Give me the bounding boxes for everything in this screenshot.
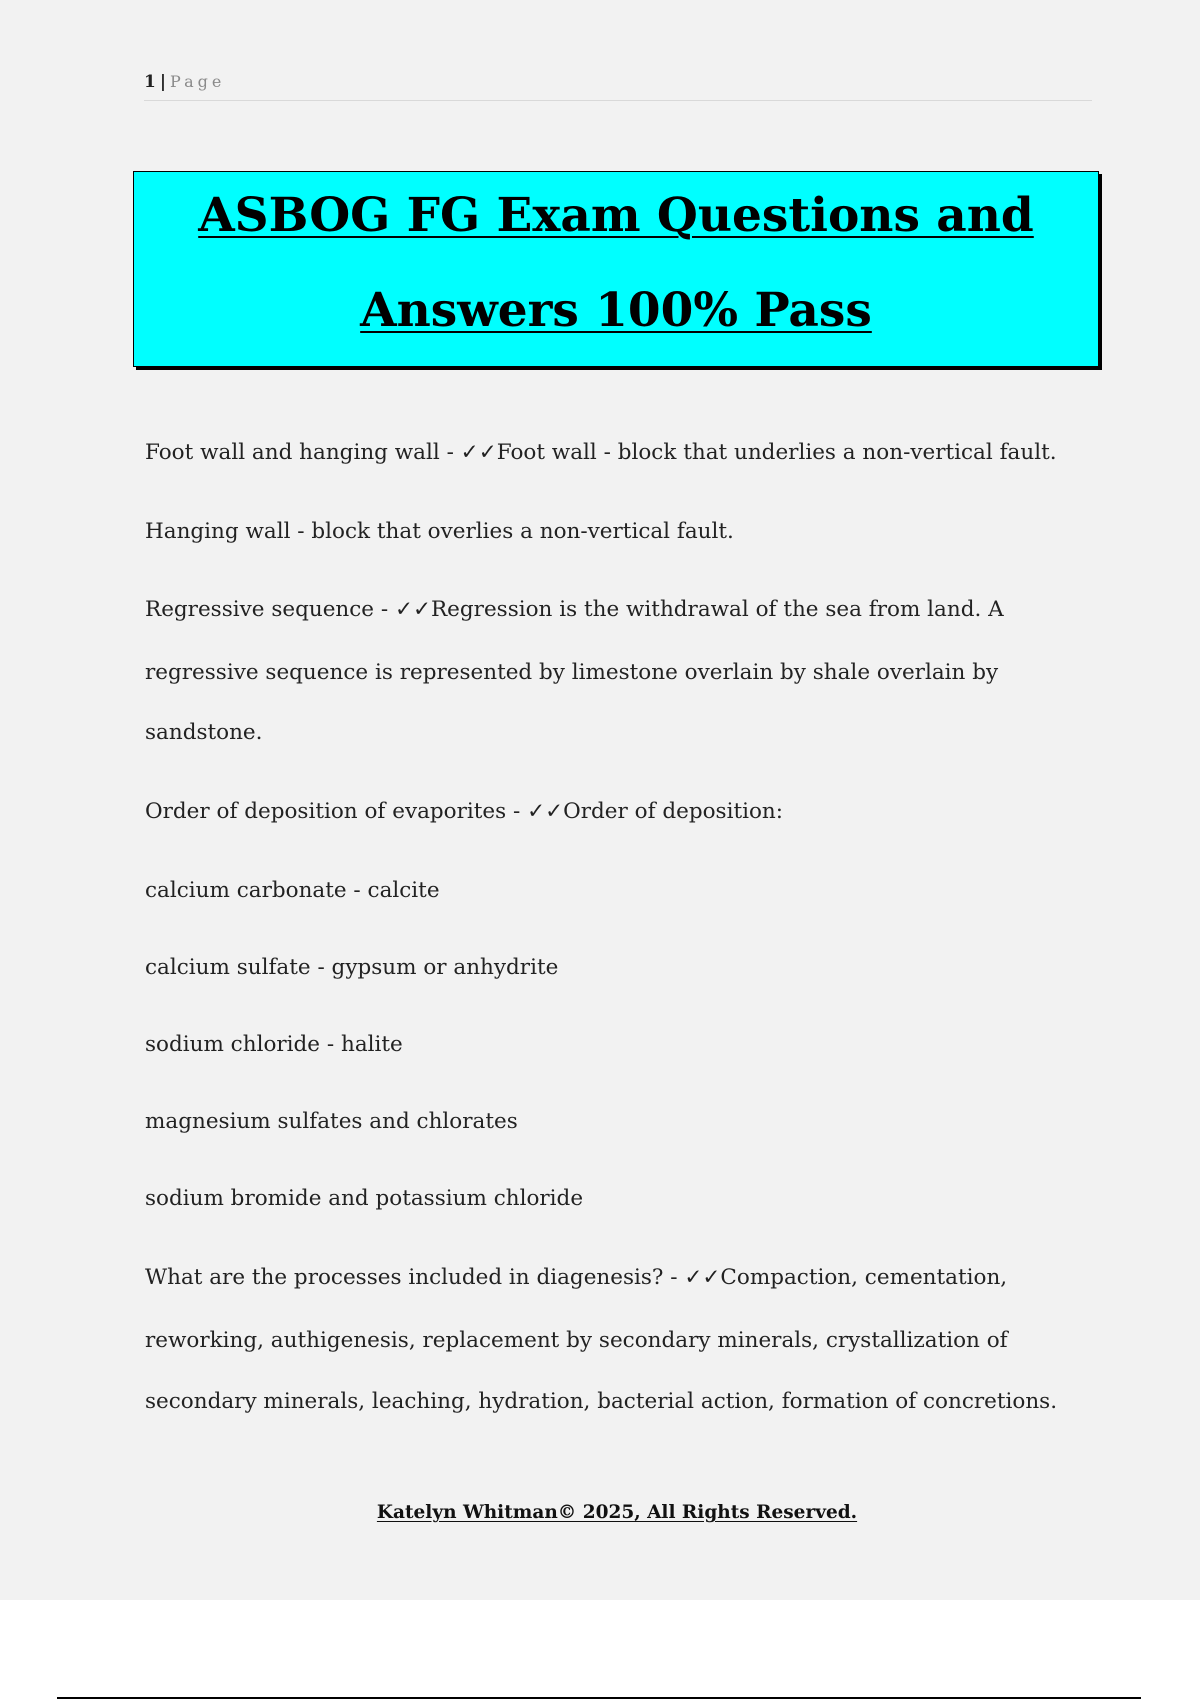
title-box xyxy=(133,171,1099,367)
title-line-2-text: Answers 100% Pass xyxy=(360,283,872,338)
title-line-2 xyxy=(134,263,1098,358)
body-line: sandstone. xyxy=(145,720,263,745)
body-line: Foot wall and hanging wall - ✓✓Foot wall - block that underlies a non-vertical fault. xyxy=(145,440,1057,465)
page-separator: | xyxy=(159,72,167,92)
page-header xyxy=(144,72,1092,101)
title-line-1 xyxy=(134,168,1098,263)
body-line: sodium chloride - halite xyxy=(145,1032,403,1057)
page-number: 1 xyxy=(144,72,156,92)
body-line: regressive sequence is represented by limestone overlain by shale overlain by xyxy=(145,660,999,685)
page-label: Page xyxy=(170,72,226,91)
copyright-text: Katelyn Whitman© 2025, All Rights Reserved. xyxy=(376,1502,858,1523)
body-line: Hanging wall - block that overlies a non-vertical fault. xyxy=(145,519,734,544)
body-line: reworking, authigenesis, replacement by secondary minerals, crystallization of xyxy=(145,1328,1008,1353)
body-line: magnesium sulfates and chlorates xyxy=(145,1109,518,1134)
body-line: secondary minerals, leaching, hydration, bacterial action, formation of concretions. xyxy=(145,1389,1058,1414)
body-line: Order of deposition of evaporites - ✓✓Order of deposition: xyxy=(145,799,784,824)
title-line-1-text: ASBOG FG Exam Questions and xyxy=(198,188,1034,243)
body-line: calcium sulfate - gypsum or anhydrite xyxy=(145,955,559,980)
body-line: sodium bromide and potassium chloride xyxy=(145,1186,584,1211)
copyright-notice xyxy=(0,1502,1200,1523)
body-line: Regressive sequence - ✓✓Regression is the withdrawal of the sea from land. A xyxy=(145,597,1004,622)
body-line: calcium carbonate - calcite xyxy=(145,878,440,903)
body-line: What are the processes included in diagenesis? - ✓✓Compaction, cementation, xyxy=(145,1265,1008,1290)
bottom-divider xyxy=(57,1697,1141,1699)
